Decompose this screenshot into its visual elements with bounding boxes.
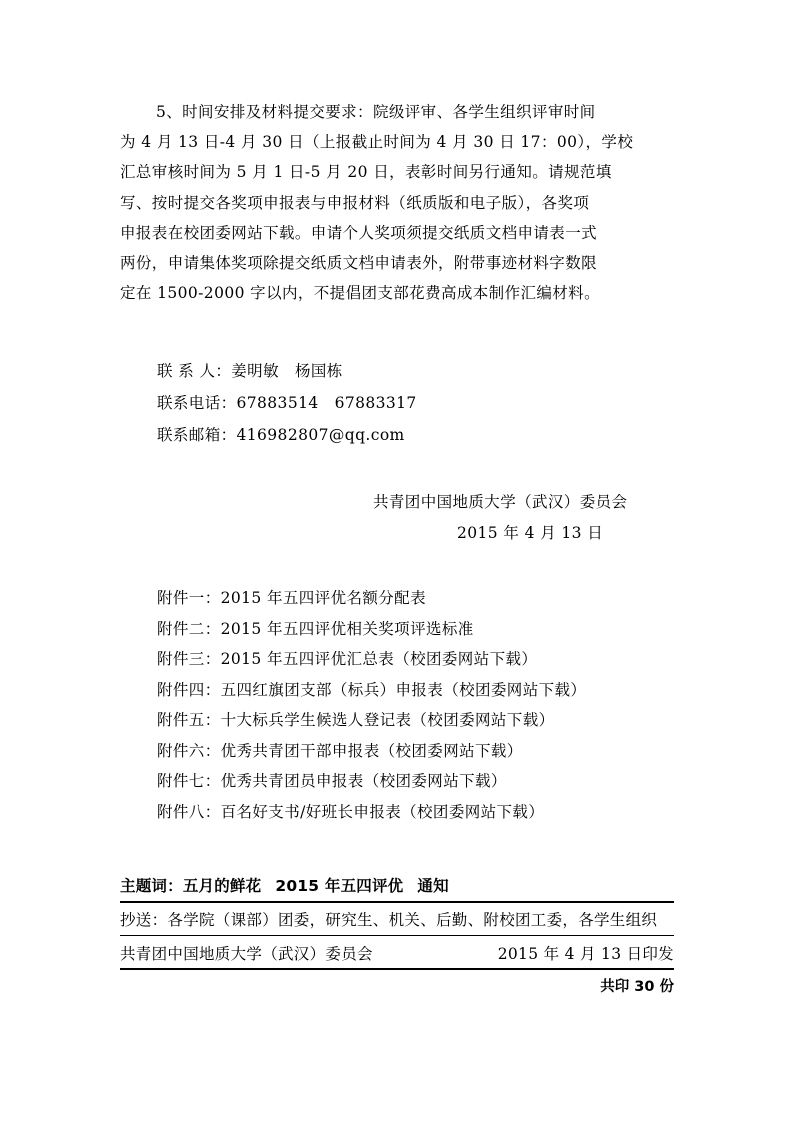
attachment-item: 附件四：五四红旗团支部（标兵）申报表（校团委网站下载） <box>157 680 587 699</box>
keyword: 五月的鲜花 <box>182 877 262 895</box>
paragraph-line: 汇总审核时间为 5 月 1 日-5 月 20 日，表彰时间另行通知。请规范填 <box>120 163 612 182</box>
divider-top <box>120 901 674 903</box>
contact-email-label: 联系邮箱： <box>157 426 237 444</box>
contact-email-row <box>157 419 417 451</box>
attachment-item: 附件五：十大标兵学生候选人登记表（校团委网站下载） <box>157 711 555 729</box>
attachment-item: 附件七：优秀共青团员申报表（校团委网站下载） <box>157 772 507 790</box>
issuer-name: 共青团中国地质大学（武汉）委员会 <box>120 945 373 963</box>
keywords-label: 主题词： <box>120 877 183 895</box>
paragraph-line: 5、时间安排及材料提交要求：院级评审、各学生组织评审时间 <box>156 103 596 121</box>
contact-person-value: 姜明敏 杨国栋 <box>231 362 343 380</box>
paragraph-line: 申报表在校团委网站下载。申请个人奖项须提交纸质文档申请表一式 <box>120 223 598 242</box>
requirements-paragraph <box>120 97 676 308</box>
contact-person-label: 联 系 人： <box>157 362 232 380</box>
attachment-item: 附件三：2015 年五四评优汇总表（校团委网站下载） <box>157 650 538 668</box>
contact-phone-value: 67883514 67883317 <box>236 394 417 412</box>
attachment-item: 附件六：优秀共青团干部申报表（校团委网站下载） <box>157 741 523 760</box>
attachment-item: 附件二：2015 年五四评优相关奖项评选标准 <box>157 619 474 638</box>
attachment-item: 附件八：百名好支书/好班长申报表（校团委网站下载） <box>157 802 545 821</box>
paragraph-line: 为 4 月 13 日-4 月 30 日（上报截止时间为 4 月 30 日 17：00），学校 <box>120 133 634 152</box>
contact-person-row <box>157 355 417 387</box>
signature-date: 2015 年 4 月 13 日 <box>457 524 604 542</box>
issue-date: 2015 年 4 月 13 日印发 <box>497 945 674 963</box>
keyword: 2015 年五四评优 <box>275 877 404 895</box>
divider-bottom <box>120 968 674 970</box>
print-count: 共印 30 份 <box>600 979 674 995</box>
signature-org: 共青团中国地质大学（武汉）委员会 <box>373 493 628 511</box>
attachment-item: 附件一：2015 年五四评优名额分配表 <box>157 589 426 607</box>
paragraph-line: 定在 1500-2000 字以内，不提倡团支部花费高成本制作汇编材料。 <box>120 284 600 303</box>
contact-phone-label: 联系电话： <box>157 394 237 412</box>
divider-middle <box>120 935 674 936</box>
copy-to-line: 抄送：各学院（课部）团委，研究生、机关、后勤、附校团工委，各学生组织 <box>120 911 658 929</box>
contact-email-value: 416982807@qq.com <box>236 426 405 444</box>
subject-keywords <box>120 874 463 896</box>
attachment-list <box>157 583 586 827</box>
paragraph-line: 写、按时提交各奖项申报表与申报材料（纸质版和电子版），各奖项 <box>120 193 590 212</box>
paragraph-line: 两份，申请集体奖项除提交纸质文档申请表外，附带事迹材料字数限 <box>120 253 598 272</box>
keyword: 通知 <box>417 877 449 895</box>
contact-block <box>157 355 417 451</box>
contact-phone-row <box>157 387 417 419</box>
